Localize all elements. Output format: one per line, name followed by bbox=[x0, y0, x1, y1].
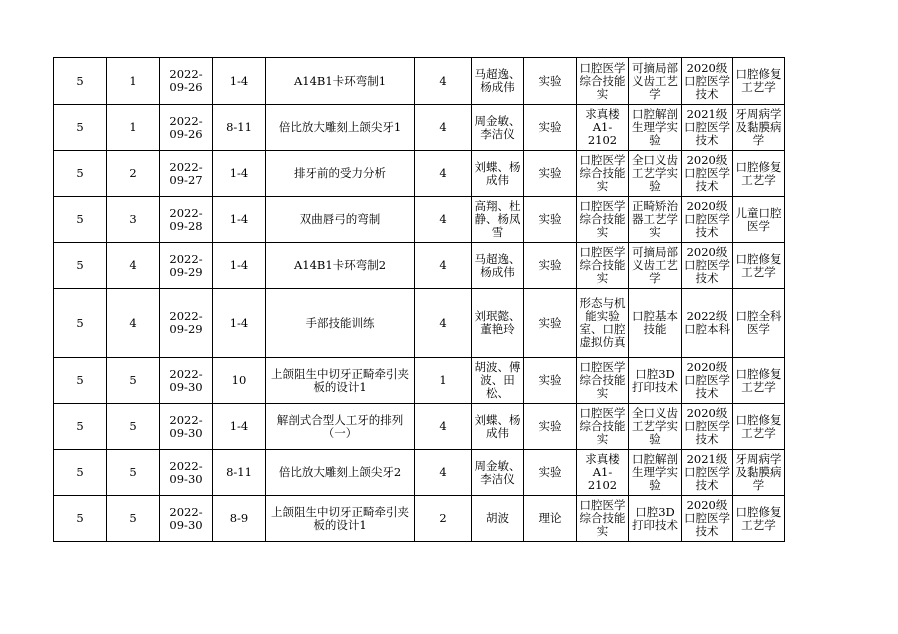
cell-periods bbox=[213, 358, 266, 404]
lab-text: 可摘局部义齿工艺学 bbox=[632, 246, 678, 285]
cell-location bbox=[577, 289, 629, 358]
course-text: 口腔修复工艺学 bbox=[735, 413, 782, 440]
cell-lab bbox=[629, 197, 682, 243]
cell-week bbox=[54, 496, 107, 542]
cell-week bbox=[54, 197, 107, 243]
table-row bbox=[54, 289, 785, 358]
cell-class bbox=[682, 197, 733, 243]
cell-title bbox=[266, 58, 415, 105]
hours-text: 4 bbox=[439, 259, 447, 272]
location-text: 求真楼A1-2102 bbox=[585, 453, 620, 492]
lab-text: 全口义齿工艺学实验 bbox=[632, 407, 678, 446]
day-text: 5 bbox=[129, 512, 137, 525]
cell-class bbox=[682, 105, 733, 151]
cell-lab bbox=[629, 358, 682, 404]
teacher-text: 胡波 bbox=[486, 512, 509, 525]
cell-type bbox=[524, 358, 577, 404]
cell-date bbox=[160, 450, 213, 496]
cell-course bbox=[733, 289, 785, 358]
cell-teacher bbox=[472, 58, 524, 105]
cell-type bbox=[524, 58, 577, 105]
cell-location bbox=[577, 197, 629, 243]
periods-text: 1-4 bbox=[229, 259, 249, 272]
cell-date bbox=[160, 496, 213, 542]
periods-text: 1-4 bbox=[229, 316, 249, 330]
cell-class bbox=[682, 243, 733, 289]
cell-location bbox=[577, 450, 629, 496]
cell-periods bbox=[213, 151, 266, 197]
date-text: 2022-09-29 bbox=[169, 252, 203, 279]
teacher-text: 周金敏、李洁仪 bbox=[474, 114, 521, 141]
day-text: 4 bbox=[129, 316, 137, 330]
title-text: A14B1卡环弯制1 bbox=[293, 74, 387, 88]
cell-type bbox=[524, 105, 577, 151]
week-text: 5 bbox=[76, 316, 84, 330]
cell-lab bbox=[629, 404, 682, 450]
date-text: 2022-09-29 bbox=[169, 310, 203, 336]
cell-teacher bbox=[472, 151, 524, 197]
cell-hours bbox=[415, 450, 472, 496]
week-text: 5 bbox=[76, 167, 84, 180]
cell-periods bbox=[213, 404, 266, 450]
location-text: 口腔医学综合技能实 bbox=[579, 61, 626, 101]
cell-type bbox=[524, 197, 577, 243]
day-text: 4 bbox=[129, 259, 137, 272]
teacher-text: 刘蝶、杨成伟 bbox=[474, 413, 521, 440]
cell-course bbox=[733, 105, 785, 151]
lab-text: 口腔3D打印技术 bbox=[632, 367, 678, 394]
type-text: 实验 bbox=[538, 74, 562, 88]
hours-text: 4 bbox=[439, 121, 447, 134]
cell-class bbox=[682, 151, 733, 197]
cell-course bbox=[733, 496, 785, 542]
course-text: 口腔修复工艺学 bbox=[735, 367, 782, 394]
lab-text: 口腔解剖生理学实验 bbox=[632, 453, 678, 492]
lab-text: 全口义齿工艺学实验 bbox=[632, 154, 678, 193]
cell-type bbox=[524, 450, 577, 496]
hours-text: 4 bbox=[439, 213, 447, 226]
day-text: 1 bbox=[129, 121, 137, 134]
cell-date bbox=[160, 243, 213, 289]
cell-day bbox=[107, 197, 160, 243]
title-text: 双曲唇弓的弯制 bbox=[299, 213, 381, 226]
week-text: 5 bbox=[76, 374, 84, 387]
class-text: 2020级口腔医学技术 bbox=[684, 246, 730, 285]
cell-lab bbox=[629, 243, 682, 289]
type-text: 理论 bbox=[538, 512, 562, 525]
course-text: 口腔修复工艺学 bbox=[735, 505, 782, 532]
class-text: 2020级口腔医学技术 bbox=[684, 499, 730, 538]
teacher-text: 高翔、杜静、杨凤雪 bbox=[474, 200, 521, 239]
cell-course bbox=[733, 151, 785, 197]
date-text: 2022-09-30 bbox=[169, 413, 203, 440]
hours-text: 4 bbox=[439, 420, 447, 433]
table-row bbox=[54, 58, 785, 105]
teacher-text: 刘珉懿、董艳玲 bbox=[474, 310, 521, 336]
date-text: 2022-09-30 bbox=[169, 367, 203, 394]
cell-class bbox=[682, 404, 733, 450]
week-text: 5 bbox=[76, 259, 84, 272]
cell-day bbox=[107, 105, 160, 151]
cell-day bbox=[107, 151, 160, 197]
cell-week bbox=[54, 289, 107, 358]
hours-text: 1 bbox=[439, 374, 447, 387]
teacher-text: 马超逸、杨成伟 bbox=[474, 68, 521, 94]
cell-location bbox=[577, 404, 629, 450]
cell-periods bbox=[213, 289, 266, 358]
cell-teacher bbox=[472, 197, 524, 243]
cell-hours bbox=[415, 289, 472, 358]
cell-periods bbox=[213, 58, 266, 105]
cell-teacher bbox=[472, 243, 524, 289]
cell-hours bbox=[415, 197, 472, 243]
cell-lab bbox=[629, 58, 682, 105]
cell-teacher bbox=[472, 496, 524, 542]
cell-date bbox=[160, 358, 213, 404]
title-text: 倍比放大雕刻上颌尖牙1 bbox=[278, 121, 402, 134]
cell-course bbox=[733, 58, 785, 105]
cell-location bbox=[577, 496, 629, 542]
week-text: 5 bbox=[76, 466, 84, 479]
location-text: 口腔医学综合技能实 bbox=[579, 154, 626, 193]
cell-hours bbox=[415, 496, 472, 542]
title-text: 解剖式合型人工牙的排列（一） bbox=[276, 413, 404, 440]
week-text: 5 bbox=[76, 512, 84, 525]
cell-location bbox=[577, 358, 629, 404]
location-text: 口腔医学综合技能实 bbox=[579, 200, 626, 239]
cell-course bbox=[733, 404, 785, 450]
cell-week bbox=[54, 358, 107, 404]
periods-text: 10 bbox=[231, 374, 247, 387]
cell-type bbox=[524, 496, 577, 542]
day-text: 5 bbox=[129, 466, 137, 479]
day-text: 2 bbox=[129, 167, 137, 180]
cell-title bbox=[266, 197, 415, 243]
lab-text: 口腔解剖生理学实验 bbox=[632, 108, 678, 147]
cell-day bbox=[107, 358, 160, 404]
location-text: 求真楼A1-2102 bbox=[585, 108, 620, 147]
cell-location bbox=[577, 151, 629, 197]
cell-week bbox=[54, 404, 107, 450]
cell-day bbox=[107, 58, 160, 105]
table-row bbox=[54, 450, 785, 496]
cell-day bbox=[107, 450, 160, 496]
course-text: 口腔全科医学 bbox=[735, 310, 782, 336]
hours-text: 4 bbox=[439, 466, 447, 479]
class-text: 2020级口腔医学技术 bbox=[684, 361, 730, 400]
title-text: 上颌阻生中切牙正畸牵引夹板的设计1 bbox=[271, 505, 409, 532]
cell-week bbox=[54, 151, 107, 197]
hours-text: 4 bbox=[439, 167, 447, 180]
lab-text: 正畸矫治器工艺学实 bbox=[632, 200, 678, 239]
date-text: 2022-09-26 bbox=[169, 68, 203, 94]
table-row bbox=[54, 243, 785, 289]
cell-lab bbox=[629, 105, 682, 151]
type-text: 实验 bbox=[538, 167, 562, 180]
cell-class bbox=[682, 496, 733, 542]
cell-title bbox=[266, 496, 415, 542]
cell-lab bbox=[629, 496, 682, 542]
week-text: 5 bbox=[76, 74, 84, 88]
location-text: 形态与机能实验室、口腔虚拟仿真 bbox=[579, 297, 626, 349]
class-text: 2021级口腔医学技术 bbox=[684, 108, 730, 147]
location-text: 口腔医学综合技能实 bbox=[579, 407, 626, 446]
day-text: 1 bbox=[129, 74, 137, 88]
date-text: 2022-09-28 bbox=[169, 206, 203, 233]
periods-text: 1-4 bbox=[229, 74, 249, 88]
cell-hours bbox=[415, 404, 472, 450]
cell-hours bbox=[415, 58, 472, 105]
type-text: 实验 bbox=[538, 121, 562, 134]
cell-teacher bbox=[472, 105, 524, 151]
table-row bbox=[54, 496, 785, 542]
cell-type bbox=[524, 404, 577, 450]
cell-week bbox=[54, 243, 107, 289]
cell-type bbox=[524, 151, 577, 197]
cell-day bbox=[107, 243, 160, 289]
location-text: 口腔医学综合技能实 bbox=[579, 246, 626, 285]
cell-date bbox=[160, 105, 213, 151]
cell-hours bbox=[415, 358, 472, 404]
cell-title bbox=[266, 151, 415, 197]
cell-course bbox=[733, 450, 785, 496]
cell-course bbox=[733, 243, 785, 289]
week-text: 5 bbox=[76, 420, 84, 433]
cell-teacher bbox=[472, 289, 524, 358]
cell-location bbox=[577, 243, 629, 289]
week-text: 5 bbox=[76, 121, 84, 134]
periods-text: 1-4 bbox=[229, 213, 249, 226]
week-text: 5 bbox=[76, 213, 84, 226]
type-text: 实验 bbox=[538, 420, 562, 433]
type-text: 实验 bbox=[538, 374, 562, 387]
cell-lab bbox=[629, 450, 682, 496]
teacher-text: 周金敏、李洁仪 bbox=[474, 459, 521, 486]
cell-course bbox=[733, 358, 785, 404]
day-text: 3 bbox=[129, 213, 137, 226]
table-row bbox=[54, 105, 785, 151]
cell-day bbox=[107, 404, 160, 450]
date-text: 2022-09-26 bbox=[169, 114, 203, 141]
cell-class bbox=[682, 450, 733, 496]
teacher-text: 马超逸、杨成伟 bbox=[474, 252, 521, 279]
location-text: 口腔医学综合技能实 bbox=[579, 499, 626, 538]
cell-title bbox=[266, 450, 415, 496]
cell-week bbox=[54, 58, 107, 105]
cell-location bbox=[577, 105, 629, 151]
course-text: 牙周病学及黏膜病学 bbox=[735, 453, 782, 492]
hours-text: 4 bbox=[439, 74, 447, 88]
periods-text: 1-4 bbox=[229, 167, 249, 180]
cell-week bbox=[54, 450, 107, 496]
cell-date bbox=[160, 58, 213, 105]
course-text: 牙周病学及黏膜病学 bbox=[735, 108, 782, 147]
type-text: 实验 bbox=[538, 259, 562, 272]
cell-teacher bbox=[472, 358, 524, 404]
schedule-table bbox=[53, 57, 785, 542]
date-text: 2022-09-30 bbox=[169, 505, 203, 532]
cell-class bbox=[682, 289, 733, 358]
class-text: 2022级口腔本科 bbox=[684, 310, 730, 336]
hours-text: 2 bbox=[439, 512, 447, 525]
cell-periods bbox=[213, 197, 266, 243]
cell-class bbox=[682, 58, 733, 105]
cell-periods bbox=[213, 105, 266, 151]
title-text: 上颌阻生中切牙正畸牵引夹板的设计1 bbox=[271, 367, 409, 394]
cell-location bbox=[577, 58, 629, 105]
table-row bbox=[54, 358, 785, 404]
cell-periods bbox=[213, 450, 266, 496]
cell-class bbox=[682, 358, 733, 404]
lab-text: 口腔基本技能 bbox=[632, 310, 678, 336]
cell-hours bbox=[415, 105, 472, 151]
table-row bbox=[54, 197, 785, 243]
course-text: 儿童口腔医学 bbox=[735, 206, 782, 233]
cell-periods bbox=[213, 496, 266, 542]
class-text: 2020级口腔医学技术 bbox=[684, 61, 730, 101]
cell-lab bbox=[629, 151, 682, 197]
table-row bbox=[54, 151, 785, 197]
class-text: 2020级口腔医学技术 bbox=[684, 407, 730, 446]
cell-week bbox=[54, 105, 107, 151]
cell-title bbox=[266, 243, 415, 289]
teacher-text: 胡波、傅波、田松、 bbox=[474, 361, 521, 400]
course-text: 口腔修复工艺学 bbox=[735, 160, 782, 187]
lab-text: 口腔3D打印技术 bbox=[632, 505, 678, 532]
cell-course bbox=[733, 197, 785, 243]
location-text: 口腔医学综合技能实 bbox=[579, 361, 626, 400]
class-text: 2020级口腔医学技术 bbox=[684, 154, 730, 193]
table-row bbox=[54, 404, 785, 450]
lab-text: 可摘局部义齿工艺学 bbox=[632, 61, 678, 101]
cell-day bbox=[107, 496, 160, 542]
day-text: 5 bbox=[129, 374, 137, 387]
title-text: 手部技能训练 bbox=[305, 316, 375, 330]
class-text: 2021级口腔医学技术 bbox=[684, 453, 730, 492]
title-text: 倍比放大雕刻上颌尖牙2 bbox=[278, 466, 402, 479]
periods-text: 1-4 bbox=[229, 420, 249, 433]
cell-date bbox=[160, 289, 213, 358]
cell-teacher bbox=[472, 404, 524, 450]
cell-teacher bbox=[472, 450, 524, 496]
cell-lab bbox=[629, 289, 682, 358]
title-text: 排牙前的受力分析 bbox=[294, 167, 386, 180]
cell-periods bbox=[213, 243, 266, 289]
periods-text: 8-11 bbox=[226, 466, 252, 479]
cell-type bbox=[524, 243, 577, 289]
cell-hours bbox=[415, 151, 472, 197]
cell-day bbox=[107, 289, 160, 358]
cell-title bbox=[266, 289, 415, 358]
teacher-text: 刘蝶、杨成伟 bbox=[474, 160, 521, 187]
date-text: 2022-09-30 bbox=[169, 459, 203, 486]
periods-text: 8-11 bbox=[226, 121, 252, 134]
day-text: 5 bbox=[129, 420, 137, 433]
date-text: 2022-09-27 bbox=[169, 160, 203, 187]
cell-title bbox=[266, 404, 415, 450]
cell-date bbox=[160, 404, 213, 450]
cell-date bbox=[160, 151, 213, 197]
type-text: 实验 bbox=[538, 466, 562, 479]
cell-title bbox=[266, 358, 415, 404]
title-text: A14B1卡环弯制2 bbox=[293, 259, 387, 272]
cell-title bbox=[266, 105, 415, 151]
course-text: 口腔修复工艺学 bbox=[735, 252, 782, 279]
cell-hours bbox=[415, 243, 472, 289]
cell-type bbox=[524, 289, 577, 358]
type-text: 实验 bbox=[538, 316, 562, 330]
class-text: 2020级口腔医学技术 bbox=[684, 200, 730, 239]
hours-text: 4 bbox=[439, 316, 447, 330]
periods-text: 8-9 bbox=[229, 512, 249, 525]
cell-date bbox=[160, 197, 213, 243]
course-text: 口腔修复工艺学 bbox=[735, 68, 782, 94]
type-text: 实验 bbox=[538, 213, 562, 226]
